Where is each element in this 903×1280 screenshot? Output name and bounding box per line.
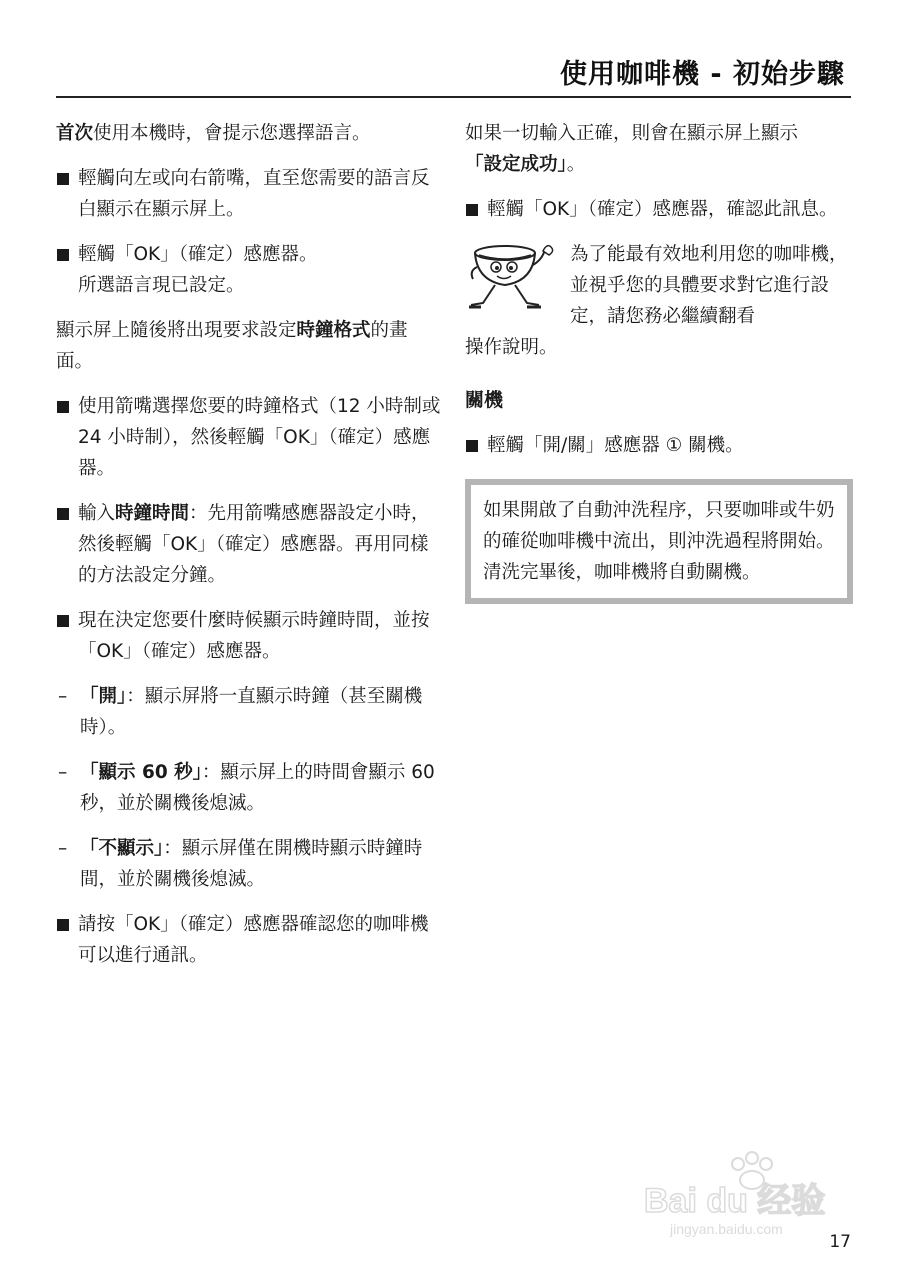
text-span: 輸入 [78,503,116,524]
bullet-square-icon [57,919,69,931]
success-bold: 「設定成功」 [465,154,567,175]
intro-bold: 首次 [56,123,94,144]
clock-time-bold: 時鐘時間 [115,503,190,524]
bullet-square-icon [57,508,69,520]
text-span: 如果一切輸入正確，則會在顯示屏上顯示 [465,123,799,144]
option-label: 「不顯示」 [80,838,164,859]
step-text: 輕觸「開/關」感應器 ① 關機。 [487,435,744,456]
text-span: 。 [566,154,586,175]
step-select-language [56,163,442,225]
bullet-square-icon [57,249,69,261]
option-60-seconds [56,757,442,819]
option-on [56,681,442,743]
page-number: 17 [829,1232,851,1252]
left-column [56,118,442,985]
dash-marker: – [58,762,68,783]
success-paragraph [465,118,853,180]
option-off [56,833,442,895]
dash-marker: – [58,686,68,707]
step-confirm-communication [56,909,442,971]
tip-tail: 操作說明。 [465,337,558,358]
step-text: 現在決定您要什麼時候顯示時鐘時間，並按「OK」（確定）感應器。 [78,610,430,662]
step-confirm-language [56,239,442,301]
bullet-square-icon [57,615,69,627]
text-span: 的畫面。 [56,320,408,372]
mascot-thumbs-up-icon [465,241,561,315]
step-text: 輕觸「OK」（確定）感應器。 [78,244,318,265]
right-column [465,118,853,604]
bullet-square-icon [466,440,478,452]
dash-marker: – [58,838,68,859]
watermark-brand: Bai du 经验 [644,1182,826,1220]
step-text: 請按「OK」（確定）感應器確認您的咖啡機可以進行通訊。 [78,914,429,966]
option-label: 「開」 [80,686,127,707]
page-title: 使用咖啡機 - 初始步驟 [559,59,845,90]
option-text: ：顯示屏將一直顯示時鐘（甚至關機時）。 [80,686,423,738]
watermark-url: jingyan.baidu.com [670,1221,783,1237]
option-label: 「顯示 60 秒」 [80,762,202,783]
bullet-square-icon [57,401,69,413]
note-box [465,479,853,604]
header-rule [56,96,851,98]
step-note: 所選語言現已設定。 [78,275,245,296]
step-text: 使用箭嘴選擇您要的時鐘格式（12 小時制或 24 小時制），然後輕觸「OK」（確定）感應器。 [78,396,441,479]
intro-paragraph [56,118,442,149]
bullet-square-icon [466,204,478,216]
step-clock-time [56,498,442,591]
option-text: ：顯示屏僅在開機時顯示時鐘時間，並於關機後熄滅。 [80,838,423,890]
option-text: ：顯示屏上的時間會顯示 60 秒，並於關機後熄滅。 [80,762,435,814]
step-confirm-message [465,194,853,225]
tip-block [465,239,853,363]
text-span: ：先用箭嘴感應器設定小時，然後輕觸「OK」（確定）感應器。再用同樣的方法設定分鐘。 [78,503,430,586]
note-text: 如果開啟了自動沖洗程序，只要咖啡或牛奶的確從咖啡機中流出，則沖洗過程將開始。清洗完畢後，咖啡機將自動關機。 [483,500,835,583]
step-text: 輕觸向左或向右箭嘴，直至您需要的語言反白顯示在顯示屏上。 [78,168,430,220]
step-power-off [465,430,853,461]
tip-text: 為了能最有效地利用您的咖啡機，並視乎您的具體要求對它進行設定，請您務必繼續翻看 [570,244,848,327]
bullet-square-icon [57,173,69,185]
baidu-watermark [640,1150,860,1240]
section-heading-power-off: 關機 [465,389,504,411]
clock-format-bold: 時鐘格式 [296,320,371,341]
step-display-choice [56,605,442,667]
clock-format-paragraph [56,315,442,377]
step-text: 輕觸「OK」（確定）感應器，確認此訊息。 [487,199,838,220]
intro-text: 使用本機時，會提示您選擇語言。 [93,123,371,144]
text-span: 顯示屏上隨後將出現要求設定 [56,320,297,341]
step-clock-format [56,391,442,484]
